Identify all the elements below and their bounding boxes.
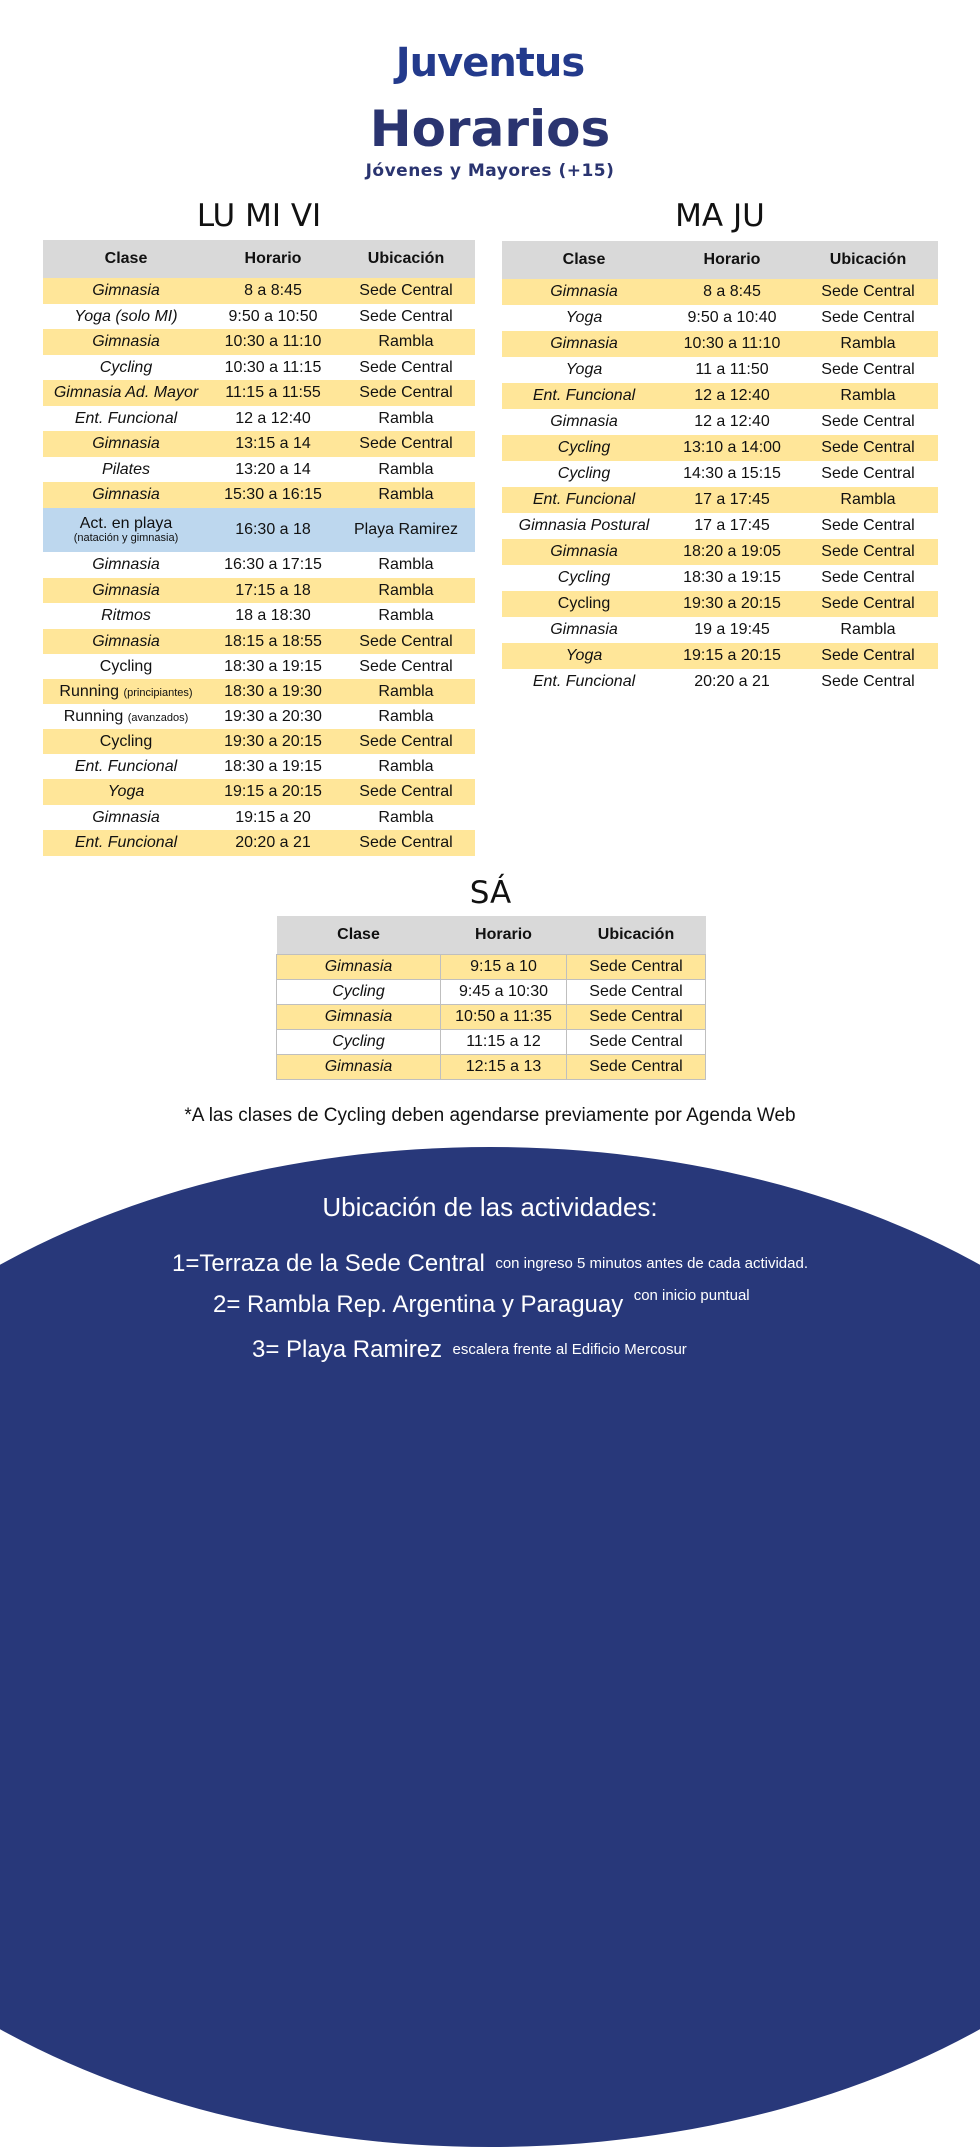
class-cell: Gimnasia [502, 279, 666, 305]
table-row [43, 457, 475, 482]
class-cell: Ritmos [43, 603, 209, 629]
location-cell: Sede Central [567, 1054, 706, 1079]
time-cell: 19 a 19:45 [666, 617, 798, 643]
time-cell: 15:30 a 16:15 [209, 482, 337, 508]
table-header-row [502, 241, 938, 279]
location-cell: Rambla [337, 805, 475, 830]
table-row [43, 482, 475, 508]
table-row [43, 355, 475, 380]
class-name: Running [59, 682, 120, 700]
table-row [502, 669, 938, 695]
cycling-note: *A las clases de Cycling deben agendarse previamente por Agenda Web [184, 1105, 796, 1126]
class-cell: Gimnasia [277, 954, 441, 979]
table-row [502, 513, 938, 539]
time-cell: 8 a 8:45 [209, 278, 337, 304]
location-cell: Sede Central [337, 629, 475, 654]
locations-title: Ubicación de las actividades: [322, 1192, 658, 1222]
location-cell: Rambla [337, 329, 475, 355]
schedule-table-sa [276, 916, 706, 1080]
heading-sa: SÁ [469, 875, 512, 911]
time-cell: 16:30 a 17:15 [209, 552, 337, 578]
location-cell: Sede Central [798, 669, 938, 695]
column-header-clase: Clase [502, 241, 666, 279]
time-cell: 18 a 18:30 [209, 603, 337, 629]
time-cell: 9:50 a 10:40 [666, 305, 798, 331]
class-cell: Ent. Funcional [502, 669, 666, 695]
location-main: 3= Playa Ramirez [252, 1336, 443, 1363]
class-note: (avanzados) [127, 711, 189, 724]
location-cell: Rambla [798, 383, 938, 409]
class-note: (natación y gimnasia) [73, 531, 179, 544]
time-cell: 9:45 a 10:30 [441, 979, 567, 1004]
column-header-clase: Clase [277, 916, 441, 954]
time-cell: 17 a 17:45 [666, 513, 798, 539]
table-row [43, 431, 475, 457]
table-row [502, 331, 938, 357]
time-cell: 9:50 a 10:50 [209, 304, 337, 329]
table-row [43, 304, 475, 329]
location-cell: Sede Central [798, 565, 938, 591]
location-cell: Sede Central [337, 729, 475, 754]
location-cell: Rambla [337, 457, 475, 482]
table-row [502, 305, 938, 331]
class-cell: Ent. Funcional [43, 830, 209, 856]
location-cell: Sede Central [798, 357, 938, 383]
class-cell: Cycling [502, 435, 666, 461]
class-cell: Cycling [502, 565, 666, 591]
time-cell: 16:30 a 18 [209, 508, 337, 552]
location-cell: Playa Ramirez [337, 508, 475, 552]
class-cell: Gimnasia [43, 278, 209, 304]
class-cell: Yoga (solo MI) [43, 304, 209, 329]
column-header-ubicacion: Ubicación [798, 241, 938, 279]
location-cell: Sede Central [337, 779, 475, 805]
time-cell: 19:15 a 20 [209, 805, 337, 830]
location-detail: con ingreso 5 minutos antes de cada actividad. [495, 1255, 809, 1272]
table-row [502, 409, 938, 435]
time-cell: 12:15 a 13 [441, 1054, 567, 1079]
location-cell: Sede Central [567, 1004, 706, 1029]
table-row [43, 779, 475, 805]
location-cell: Rambla [798, 617, 938, 643]
class-note: (principiantes) [123, 686, 193, 699]
time-cell: 9:15 a 10 [441, 954, 567, 979]
table-row [502, 565, 938, 591]
table-row [43, 679, 475, 704]
table-row [43, 278, 475, 304]
time-cell: 11 a 11:50 [666, 357, 798, 383]
table-row [43, 629, 475, 654]
table-row [43, 578, 475, 603]
time-cell: 18:30 a 19:15 [209, 754, 337, 779]
table-row [502, 461, 938, 487]
class-cell: Yoga [43, 779, 209, 805]
class-cell: Gimnasia Ad. Mayor [43, 380, 209, 406]
time-cell: 19:30 a 20:15 [209, 729, 337, 754]
table-row [502, 357, 938, 383]
table-row [43, 603, 475, 629]
heading-ma-ju: MA JU [675, 198, 765, 234]
location-main: 1=Terraza de la Sede Central [172, 1250, 485, 1277]
column-header-horario: Horario [666, 241, 798, 279]
table-row [43, 329, 475, 355]
location-cell: Sede Central [798, 409, 938, 435]
class-cell: Gimnasia Postural [502, 513, 666, 539]
location-cell: Rambla [337, 704, 475, 729]
class-cell [43, 704, 209, 729]
column-header-ubicacion: Ubicación [337, 240, 475, 278]
heading-lu-mi-vi: LU MI VI [196, 198, 322, 234]
table-row [277, 954, 706, 979]
time-cell: 18:30 a 19:15 [666, 565, 798, 591]
page-subtitle: Jóvenes y Mayores (+15) [365, 161, 615, 181]
time-cell: 12 a 12:40 [666, 383, 798, 409]
class-cell: Gimnasia [277, 1054, 441, 1079]
location-cell: Sede Central [798, 279, 938, 305]
location-cell: Sede Central [337, 355, 475, 380]
time-cell: 11:15 a 11:55 [209, 380, 337, 406]
time-cell: 19:30 a 20:30 [209, 704, 337, 729]
time-cell: 19:15 a 20:15 [209, 779, 337, 805]
location-cell: Rambla [337, 603, 475, 629]
table-row [277, 979, 706, 1004]
time-cell: 19:30 a 20:15 [666, 591, 798, 617]
page-title: Horarios [369, 100, 611, 158]
table-row [502, 591, 938, 617]
location-item-2 [213, 1283, 750, 1318]
time-cell: 12 a 12:40 [666, 409, 798, 435]
time-cell: 11:15 a 12 [441, 1029, 567, 1054]
class-cell [43, 508, 209, 552]
time-cell: 13:20 a 14 [209, 457, 337, 482]
class-cell: Gimnasia [502, 409, 666, 435]
table-row [277, 1054, 706, 1079]
class-cell: Gimnasia [502, 617, 666, 643]
time-cell: 18:30 a 19:15 [209, 654, 337, 679]
table-header-row [43, 240, 475, 278]
location-cell: Rambla [798, 331, 938, 357]
class-cell: Gimnasia [277, 1004, 441, 1029]
location-cell: Rambla [337, 482, 475, 508]
juventus-logo: Juventus [395, 40, 585, 86]
time-cell: 18:15 a 18:55 [209, 629, 337, 654]
class-cell: Gimnasia [502, 539, 666, 565]
class-cell: Yoga [502, 305, 666, 331]
column-header-horario: Horario [441, 916, 567, 954]
column-header-ubicacion: Ubicación [567, 916, 706, 954]
class-cell: Cycling [502, 461, 666, 487]
table-row [43, 805, 475, 830]
class-cell: Pilates [43, 457, 209, 482]
table-row [502, 435, 938, 461]
location-cell: Rambla [337, 679, 475, 704]
class-cell: Gimnasia [43, 578, 209, 603]
class-cell [43, 679, 209, 704]
time-cell: 20:20 a 21 [666, 669, 798, 695]
location-cell: Sede Central [337, 654, 475, 679]
location-cell: Sede Central [798, 305, 938, 331]
table-row [43, 830, 475, 856]
time-cell: 20:20 a 21 [209, 830, 337, 856]
column-header-horario: Horario [209, 240, 337, 278]
time-cell: 17:15 a 18 [209, 578, 337, 603]
location-item-1 [172, 1250, 808, 1278]
location-cell: Sede Central [337, 304, 475, 329]
table-row [43, 729, 475, 754]
location-cell: Sede Central [798, 461, 938, 487]
location-cell: Sede Central [567, 1029, 706, 1054]
class-cell: Ent. Funcional [43, 406, 209, 431]
table-row [43, 406, 475, 431]
class-cell: Gimnasia [43, 552, 209, 578]
class-cell: Yoga [502, 643, 666, 669]
table-row [43, 754, 475, 779]
table-row [502, 643, 938, 669]
class-cell: Gimnasia [43, 805, 209, 830]
class-name: Act. en playa [79, 514, 173, 532]
class-cell: Gimnasia [502, 331, 666, 357]
location-cell: Rambla [337, 406, 475, 431]
location-cell: Sede Central [337, 431, 475, 457]
class-cell: Cycling [277, 1029, 441, 1054]
location-cell: Sede Central [798, 539, 938, 565]
location-detail: escalera frente al Edificio Mercosur [452, 1341, 687, 1358]
class-cell: Cycling [277, 979, 441, 1004]
time-cell: 10:30 a 11:15 [209, 355, 337, 380]
class-cell: Cycling [43, 654, 209, 679]
location-main: 2= Rambla Rep. Argentina y Paraguay [213, 1291, 624, 1318]
table-row [502, 279, 938, 305]
time-cell: 10:50 a 11:35 [441, 1004, 567, 1029]
class-cell: Gimnasia [43, 629, 209, 654]
time-cell: 18:30 a 19:30 [209, 679, 337, 704]
location-detail: con inicio puntual [633, 1287, 750, 1304]
class-cell: Cycling [43, 355, 209, 380]
time-cell: 14:30 a 15:15 [666, 461, 798, 487]
time-cell: 17 a 17:45 [666, 487, 798, 513]
location-cell: Sede Central [567, 979, 706, 1004]
class-cell: Gimnasia [43, 482, 209, 508]
time-cell: 10:30 a 11:10 [666, 331, 798, 357]
table-header-row [277, 916, 706, 954]
class-cell: Ent. Funcional [43, 754, 209, 779]
table-row [502, 539, 938, 565]
location-cell: Sede Central [798, 591, 938, 617]
class-name: Running [63, 707, 124, 725]
class-cell: Gimnasia [43, 329, 209, 355]
table-row-beach [43, 508, 475, 552]
location-cell: Sede Central [567, 954, 706, 979]
table-row [43, 704, 475, 729]
location-cell: Rambla [337, 578, 475, 603]
time-cell: 10:30 a 11:10 [209, 329, 337, 355]
time-cell: 19:15 a 20:15 [666, 643, 798, 669]
location-cell: Rambla [337, 754, 475, 779]
time-cell: 12 a 12:40 [209, 406, 337, 431]
time-cell: 8 a 8:45 [666, 279, 798, 305]
class-cell: Gimnasia [43, 431, 209, 457]
location-cell: Sede Central [337, 380, 475, 406]
class-cell: Cycling [43, 729, 209, 754]
location-cell: Sede Central [337, 830, 475, 856]
table-row [277, 1029, 706, 1054]
class-cell: Ent. Funcional [502, 487, 666, 513]
location-cell: Rambla [798, 487, 938, 513]
location-cell: Sede Central [798, 513, 938, 539]
class-cell: Ent. Funcional [502, 383, 666, 409]
location-cell: Sede Central [798, 643, 938, 669]
schedule-table-lu-mi-vi [43, 240, 475, 856]
table-row [277, 1004, 706, 1029]
column-header-clase: Clase [43, 240, 209, 278]
table-row [43, 552, 475, 578]
table-row [502, 617, 938, 643]
table-row [43, 654, 475, 679]
location-cell: Sede Central [337, 278, 475, 304]
table-row [43, 380, 475, 406]
class-cell: Yoga [502, 357, 666, 383]
class-cell: Cycling [502, 591, 666, 617]
location-cell: Rambla [337, 552, 475, 578]
location-item-3 [252, 1336, 687, 1364]
location-cell: Sede Central [798, 435, 938, 461]
time-cell: 13:10 a 14:00 [666, 435, 798, 461]
schedule-table-ma-ju [502, 241, 938, 695]
table-row [502, 383, 938, 409]
time-cell: 13:15 a 14 [209, 431, 337, 457]
time-cell: 18:20 a 19:05 [666, 539, 798, 565]
table-row [502, 487, 938, 513]
